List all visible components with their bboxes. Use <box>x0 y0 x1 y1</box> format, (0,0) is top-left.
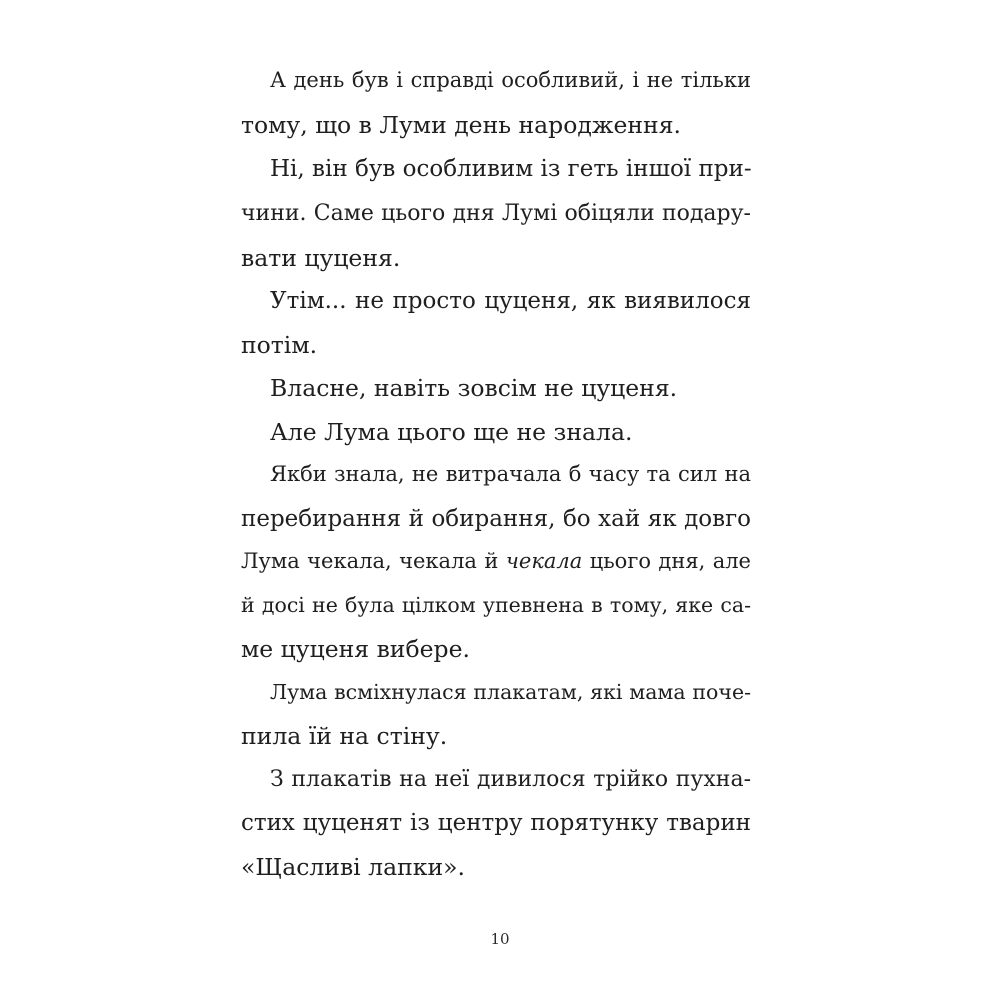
text-line: вати цуценя. <box>241 244 401 272</box>
text-line: потім. <box>241 331 318 359</box>
text-line: ме цуценя вибере. <box>241 635 470 663</box>
text-line <box>241 551 751 572</box>
emphasis-text: чекала <box>505 549 583 573</box>
page-number: 10 <box>490 930 510 948</box>
text-line: чини. Саме цього дня Лумі обіцяли подару- <box>241 201 751 226</box>
text-line: перебирання й обирання, бо хай як довго <box>241 506 751 532</box>
text-line: пила їй на стіну. <box>241 722 448 750</box>
text-line: Утім... не просто цуценя, як виявилося <box>270 288 751 314</box>
text-line: й досі не була цілком упевнена в тому, яке са- <box>241 593 751 617</box>
text-segment: цього дня, але <box>589 549 751 573</box>
text-line: А день був і справді особливий, і не тільки <box>270 68 751 92</box>
text-line: Ні, він був особливим із геть іншої при- <box>270 156 752 182</box>
text-line: стих цуценят із центру порятунку тварин <box>241 810 751 836</box>
text-line: Власне, навіть зовсім не цуценя. <box>270 374 678 402</box>
text-line: З плакатів на неї дивилося трійко пухна- <box>270 767 751 792</box>
text-segment: Лума чекала, чекала й <box>241 549 499 573</box>
text-line: Якби знала, не витрачала б часу та сил на <box>270 462 751 486</box>
text-line: Лума всміхнулася плакатам, які мама поче- <box>270 680 751 704</box>
text-line: «Щасливі лапки». <box>241 853 465 881</box>
text-line: Але Лума цього ще не знала. <box>270 418 633 446</box>
text-line: тому, що в Луми день народження. <box>241 111 681 139</box>
